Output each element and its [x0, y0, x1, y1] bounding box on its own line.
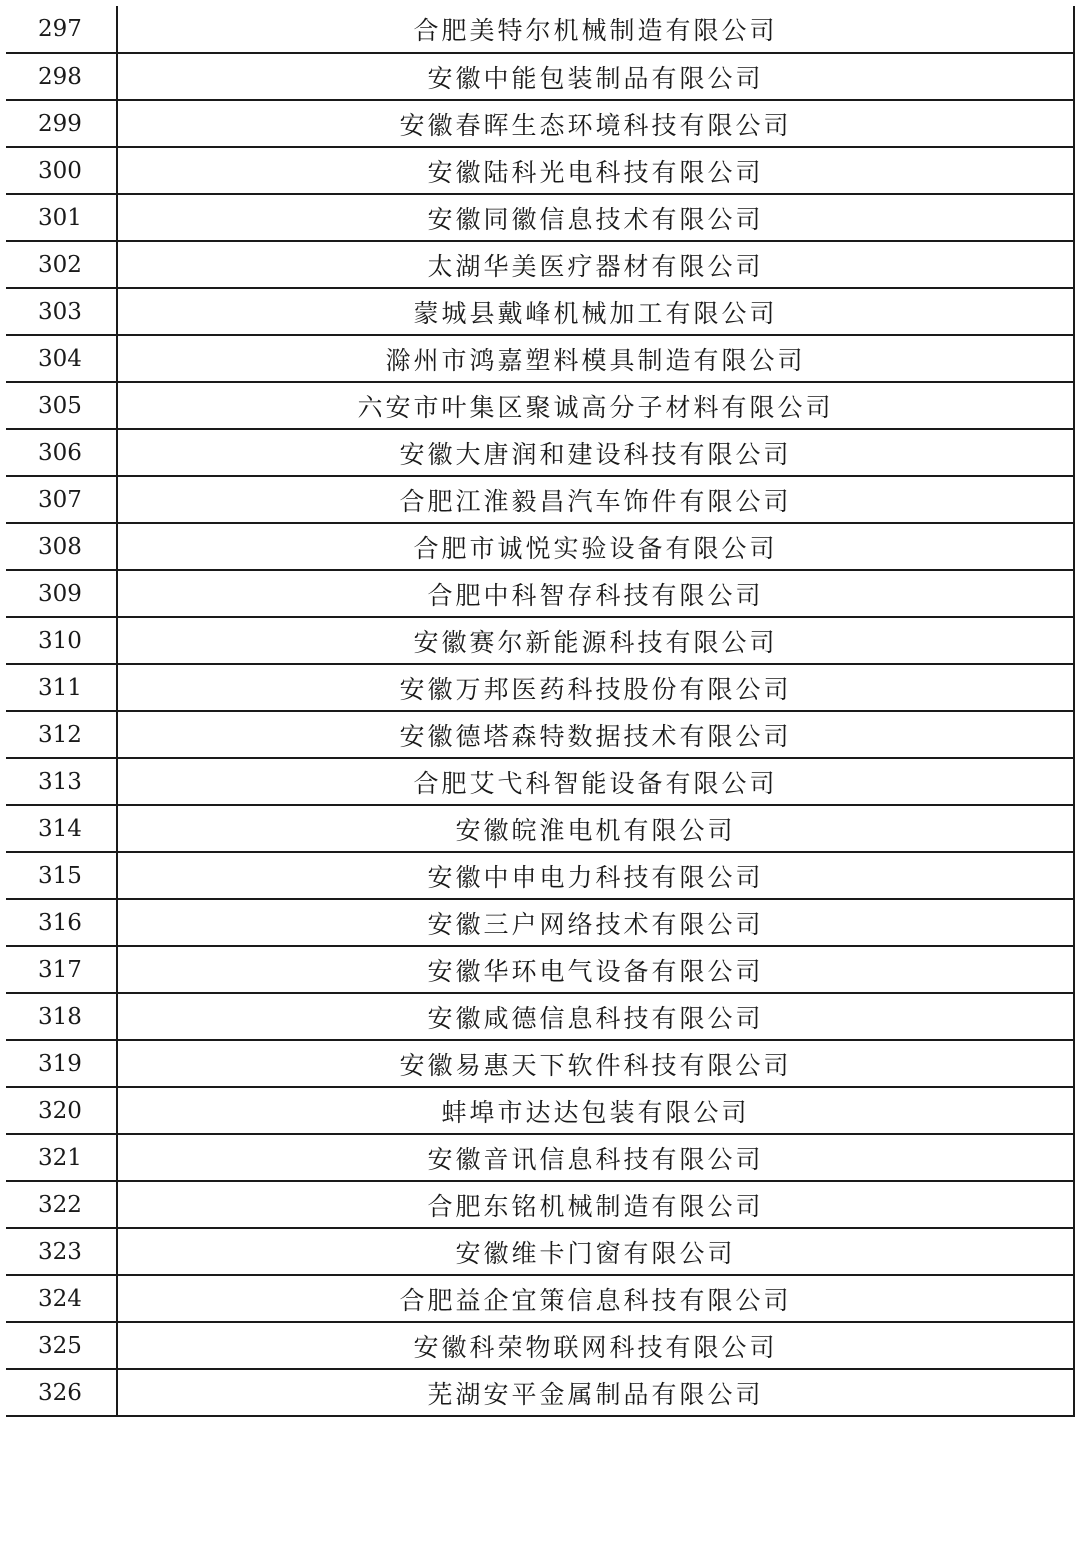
company-name: 安徽华环电气设备有限公司: [117, 946, 1074, 993]
row-number: 326: [6, 1369, 117, 1416]
table-row: [6, 382, 1074, 429]
company-list-body: [6, 6, 1074, 1416]
row-number: 317: [6, 946, 117, 993]
table-row: [6, 570, 1074, 617]
row-number: 310: [6, 617, 117, 664]
row-number: 308: [6, 523, 117, 570]
table-row: [6, 1322, 1074, 1369]
row-number: 298: [6, 53, 117, 100]
table-row: [6, 429, 1074, 476]
company-name: 合肥江淮毅昌汽车饰件有限公司: [117, 476, 1074, 523]
row-number: 311: [6, 664, 117, 711]
company-name: 蒙城县戴峰机械加工有限公司: [117, 288, 1074, 335]
company-name: 合肥市诚悦实验设备有限公司: [117, 523, 1074, 570]
company-name: 合肥艾弋科智能设备有限公司: [117, 758, 1074, 805]
company-name: 安徽咸德信息科技有限公司: [117, 993, 1074, 1040]
table-row: [6, 758, 1074, 805]
table-row: [6, 993, 1074, 1040]
row-number: 312: [6, 711, 117, 758]
row-number: 319: [6, 1040, 117, 1087]
row-number: 307: [6, 476, 117, 523]
table-row: [6, 1228, 1074, 1275]
company-name: 安徽音讯信息科技有限公司: [117, 1134, 1074, 1181]
table-row: [6, 1275, 1074, 1322]
table-row: [6, 664, 1074, 711]
row-number: 320: [6, 1087, 117, 1134]
company-name: 安徽三户网络技术有限公司: [117, 899, 1074, 946]
table-row: [6, 1134, 1074, 1181]
table-row: [6, 53, 1074, 100]
table-row: [6, 1040, 1074, 1087]
company-name: 安徽陆科光电科技有限公司: [117, 147, 1074, 194]
row-number: 302: [6, 241, 117, 288]
company-name: 安徽赛尔新能源科技有限公司: [117, 617, 1074, 664]
row-number: 306: [6, 429, 117, 476]
company-name: 芜湖安平金属制品有限公司: [117, 1369, 1074, 1416]
row-number: 303: [6, 288, 117, 335]
table-row: [6, 1087, 1074, 1134]
company-name: 安徽维卡门窗有限公司: [117, 1228, 1074, 1275]
company-name: 安徽中申电力科技有限公司: [117, 852, 1074, 899]
row-number: 301: [6, 194, 117, 241]
table-row: [6, 523, 1074, 570]
row-number: 300: [6, 147, 117, 194]
table-row: [6, 1369, 1074, 1416]
row-number: 313: [6, 758, 117, 805]
company-name: 安徽同徽信息技术有限公司: [117, 194, 1074, 241]
company-name: 安徽万邦医药科技股份有限公司: [117, 664, 1074, 711]
row-number: 314: [6, 805, 117, 852]
company-name: 太湖华美医疗器材有限公司: [117, 241, 1074, 288]
row-number: 322: [6, 1181, 117, 1228]
company-name: 合肥中科智存科技有限公司: [117, 570, 1074, 617]
company-name: 合肥美特尔机械制造有限公司: [117, 6, 1074, 53]
table-row: [6, 100, 1074, 147]
row-number: 316: [6, 899, 117, 946]
table-row: [6, 852, 1074, 899]
table-row: [6, 1181, 1074, 1228]
row-number: 305: [6, 382, 117, 429]
row-number: 315: [6, 852, 117, 899]
company-name: 安徽大唐润和建设科技有限公司: [117, 429, 1074, 476]
company-name: 安徽中能包装制品有限公司: [117, 53, 1074, 100]
row-number: 318: [6, 993, 117, 1040]
row-number: 324: [6, 1275, 117, 1322]
company-name: 合肥益企宜策信息科技有限公司: [117, 1275, 1074, 1322]
table-row: [6, 147, 1074, 194]
company-name: 蚌埠市达达包装有限公司: [117, 1087, 1074, 1134]
company-name: 安徽易惠天下软件科技有限公司: [117, 1040, 1074, 1087]
table-row: [6, 335, 1074, 382]
table-row: [6, 711, 1074, 758]
table-row: [6, 6, 1074, 53]
table-row: [6, 617, 1074, 664]
company-list-table: [6, 6, 1075, 1417]
row-number: 299: [6, 100, 117, 147]
company-name: 安徽德塔森特数据技术有限公司: [117, 711, 1074, 758]
row-number: 321: [6, 1134, 117, 1181]
table-row: [6, 288, 1074, 335]
table-row: [6, 946, 1074, 993]
row-number: 309: [6, 570, 117, 617]
company-name: 安徽皖淮电机有限公司: [117, 805, 1074, 852]
table-row: [6, 241, 1074, 288]
company-list-table-container: [6, 6, 1074, 1417]
table-row: [6, 194, 1074, 241]
row-number: 297: [6, 6, 117, 53]
company-name: 滁州市鸿嘉塑料模具制造有限公司: [117, 335, 1074, 382]
company-name: 安徽春晖生态环境科技有限公司: [117, 100, 1074, 147]
company-name: 合肥东铭机械制造有限公司: [117, 1181, 1074, 1228]
row-number: 304: [6, 335, 117, 382]
table-row: [6, 899, 1074, 946]
row-number: 323: [6, 1228, 117, 1275]
table-row: [6, 476, 1074, 523]
row-number: 325: [6, 1322, 117, 1369]
company-name: 安徽科荣物联网科技有限公司: [117, 1322, 1074, 1369]
company-name: 六安市叶集区聚诚高分子材料有限公司: [117, 382, 1074, 429]
table-row: [6, 805, 1074, 852]
